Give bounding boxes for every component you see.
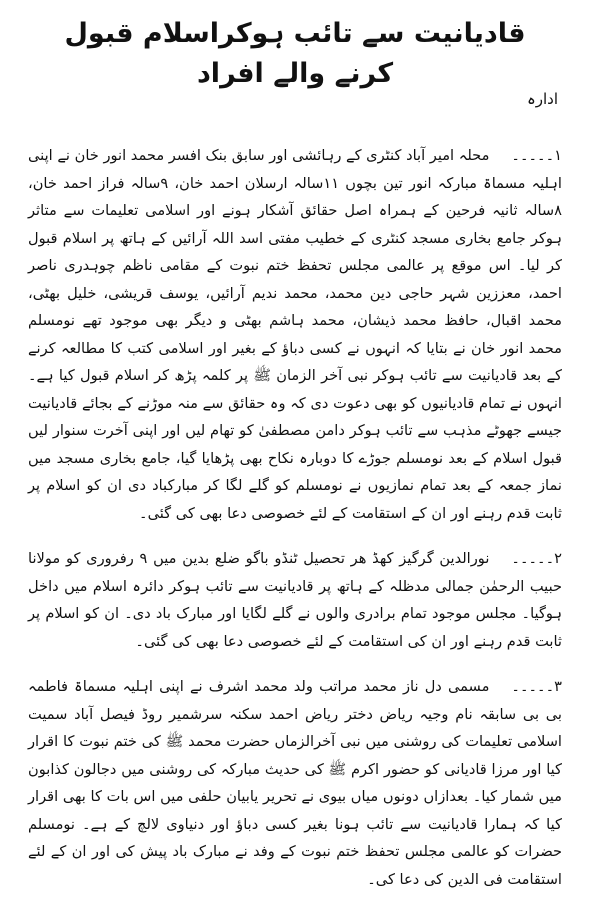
paragraph-number: ۳۔۔۔۔۔ — [511, 678, 562, 695]
article-paragraph-3 — [28, 673, 562, 893]
paragraph-number: ۱۔۔۔۔۔ — [511, 147, 562, 164]
article-paragraph-1 — [28, 142, 562, 527]
article-body — [28, 142, 562, 911]
paragraph-text: نورالدین گرگیز کھڈ ھر تحصیل ٹنڈو باگو ضلع بدین میں ۹ رفروری کو مولانا حبیب الرحمٰن جمالی مدظلہ کے ہاتھ پر قادیانیت سے تائب ہوکر دائرہ اسلام میں داخل ہوگیا۔ مجلس موجود تمام برادری والوں نے گلے لگایا اور مبارک باد دی۔ ان کو اسلام پر ثابت قدم رہنے اور ان کی استقامت کے لئے خصوصی دعا بھی کی گئی۔ — [28, 550, 562, 650]
paragraph-text: مسمی دل ناز محمد مراتب ولد محمد اشرف نے اپنی اہلیہ مسماۃ فاطمہ بی بی سابقہ نام وجیہ ریاض دختر ریاض احمد سکنہ سرشمیر روڈ فیصل آباد سمیت اسلامی تعلیمات کی روشنی میں نبی آخرالزماں حضرت محمد ﷺ کی ختم نبوت کا اقرار کیا اور مرزا قادیانی کو حضور اکرم ﷺ کی حدیث مبارکہ کی روشنی میں دجالون کذابون میں شمار کیا۔ بعدازاں دونوں میاں بیوی نے تحریر یابیان حلفی میں اس بات کا بھی اقرار کیا کہ ہمارا قادیانیت سے تائب ہونا بغیر کسی دباؤ اور دنیاوی لالچ کے ہے۔ نومسلم حضرات کو عالمی مجلس تحفظ ختم نبوت کے وفد نے مبارک باد پیش کی اور ان کے لئے استقامت فی الدین کی دعا کی۔ — [28, 678, 562, 888]
paragraph-number: ۲۔۔۔۔۔ — [511, 550, 562, 567]
paragraph-text: محلہ امیر آباد کنٹری کے رہائشی اور سابق بنک افسر محمد انور خان نے اپنی اہلیہ مسماۃ مبارکہ انور تین بچوں ۱۱سالہ ارسلان احمد خان، ۹سالہ فراز احمد خان، ۸سالہ ثانیہ فرحین کے ہمراہ اصل حقائق آشکار ہونے اور اسلامی تعلیمات سے متاثر ہوکر جامع بخاری مسجد کنٹری کے خطیب مفتی اسد اللہ آرائیں کے ہاتھ پر اسلام قبول کر لیا۔ اس موقع پر عالمی مجلس تحفظ ختم نبوت کے مقامی ناظم چوہدری ناصر احمد، معززین شہر حاجی دین محمد، محمد ندیم آرائیں، یوسف قریشی، خلیل بھٹی، محمد اقبال، حافظ محمد ذیشان، محمد ہاشم بھٹی و دیگر بھی موجود تھے نومسلم محمد انور خان نے بتایا کہ انہوں نے کسی دباؤ کے بغیر اور اسلامی کتب کا مطالعہ کرنے کے بعد قادیانیت سے تائب ہوکر نبی آخر الزمان ﷺ پر کلمہ پڑھ کر اسلام قبول کیا ہے۔ انہوں نے تمام قادیانیوں کو بھی دعوت دی کہ وہ حقائق سے منہ موڑنے کے بجائے قادیانیت جیسے جھوٹے مذہب سے تائب ہوکر دامن مصطفیٰ کو تھام لیں اور اپنی آخرت سنوار لیں قبول اسلام کے بعد نومسلم جوڑے کا دوبارہ نکاح بھی پڑھایا گیا، جامع بخاری مسجد میں نماز جمعہ کے بعد تمام نمازیوں نے نومسلم کو گلے لگا کر مبارکباد دی ان کو اسلام پر ثابت قدم رہنے اور ان کے استقامت کے لئے خصوصی دعا بھی کی گئی۔ — [28, 147, 562, 522]
article-byline: ادارہ — [526, 90, 558, 108]
article-title: قادیانیت سے تائب ہوکراسلام قبول کرنے والے افراد — [64, 18, 526, 89]
article-paragraph-2 — [28, 545, 562, 655]
